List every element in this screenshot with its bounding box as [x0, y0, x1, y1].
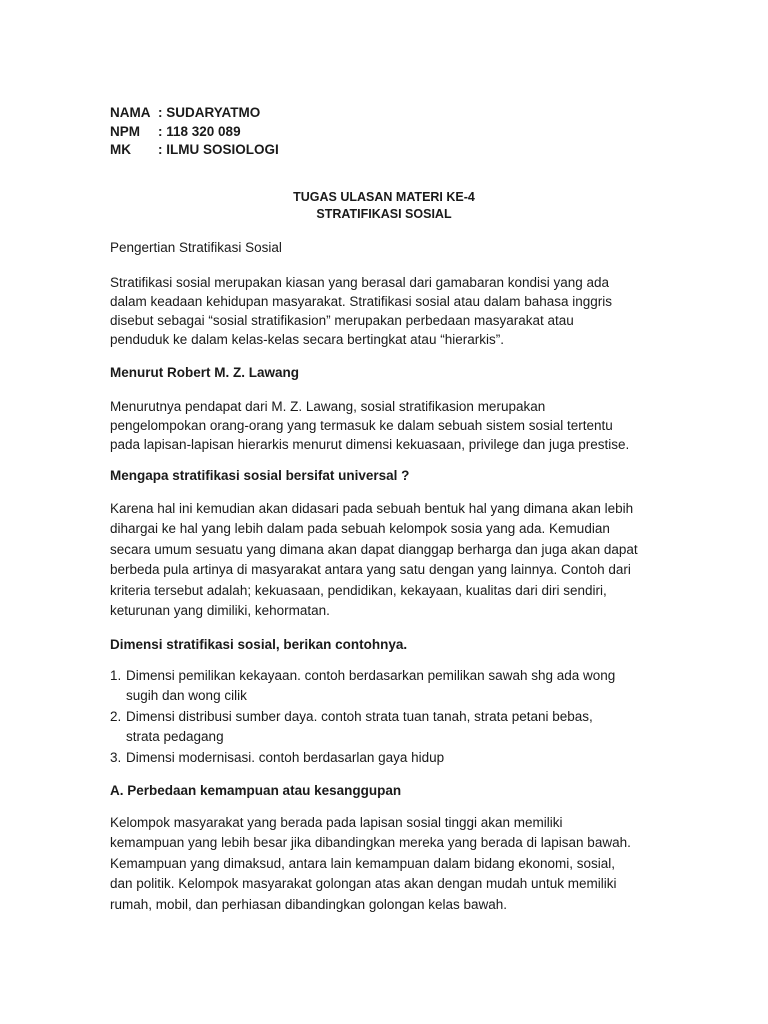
- list-number: 1.: [110, 668, 122, 683]
- identity-mk-row: [110, 140, 279, 159]
- text-line: dalam keadaan kehidupan masyarakat. Stratifikasi sosial atau dalam bahasa inggris: [110, 294, 613, 309]
- list-item: [110, 707, 670, 748]
- list-item: [110, 666, 670, 707]
- text-line: kriteria tersebut adalah; kekuasaan, pendidikan, kekayaan, kualitas dari diri sendiri,: [110, 582, 607, 598]
- document-subtitle: STRATIFIKASI SOSIAL: [316, 207, 452, 221]
- text-line: pengelompokan orang-orang yang termasuk ke dalam sebuah sistem sosial tertentu: [110, 418, 613, 433]
- paragraph-pengertian: [110, 273, 670, 349]
- paragraph-lawang: [110, 397, 670, 454]
- text-line: Kemampuan yang dimaksud, antara lain kemampuan dalam bidang ekonomi, sosial,: [110, 855, 616, 871]
- dimensi-list: [110, 666, 670, 768]
- text-line: Dimensi pemilikan kekayaan. contoh berdasarkan pemilikan sawah shg ada wong: [126, 668, 616, 683]
- text-line: Stratifikasi sosial merupakan kiasan yang berasal dari gamabaran kondisi yang ada: [110, 275, 610, 290]
- section-heading-universal: Mengapa stratifikasi sosial bersifat universal ?: [110, 468, 410, 483]
- paragraph-perbedaan: [110, 813, 670, 915]
- text-line: kemampuan yang lebih besar jika dibandingkan mereka yang berada di lapisan bawah.: [110, 835, 631, 851]
- text-line: dan politik. Kelompok masyarakat golongan atas akan dengan mudah untuk memiliki: [110, 876, 617, 892]
- text-line: strata pedagang: [126, 729, 224, 745]
- identity-mk-key: MK: [110, 142, 131, 157]
- section-heading-perbedaan: A. Perbedaan kemampuan atau kesanggupan: [110, 783, 402, 798]
- section-heading-lawang: Menurut Robert M. Z. Lawang: [110, 365, 299, 380]
- text-line: disebut sebagai “sosial stratifikasion” merupakan perbedaan masyarakat atau: [110, 313, 574, 328]
- list-item: [110, 748, 670, 768]
- text-line: penduduk ke dalam kelas-kelas secara bertingkat atau “hierarkis”.: [110, 332, 504, 347]
- identity-nama-key: NAMA: [110, 105, 151, 120]
- text-line: sugih dan wong cilik: [126, 688, 247, 704]
- text-line: Karena hal ini kemudian akan didasari pada sebuah bentuk hal yang dimana akan lebih: [110, 501, 634, 516]
- text-line: Kelompok masyarakat yang berada pada lapisan sosial tinggi akan memiliki: [110, 815, 563, 830]
- identity-mk-value: : ILMU SOSIOLOGI: [158, 142, 279, 157]
- identity-nama-row: [110, 103, 260, 122]
- paragraph-universal: [110, 499, 670, 621]
- identity-npm-key: NPM: [110, 124, 140, 139]
- text-line: rumah, mobil, dan perhiasan dibandingkan golongan kelas bawah.: [110, 896, 508, 912]
- identity-npm-row: [110, 122, 241, 141]
- list-number: 3.: [110, 749, 122, 765]
- text-line: keturunan yang dimiliki, kehormatan.: [110, 602, 330, 618]
- text-line: dihargai ke hal yang lebih dalam pada sebuah kelompok sosia yang ada. Kemudian: [110, 521, 610, 537]
- section-heading-dimensi: Dimensi stratifikasi sosial, berikan contohnya.: [110, 637, 408, 652]
- list-number: 2.: [110, 708, 122, 724]
- text-line: Dimensi distribusi sumber daya. contoh strata tuan tanah, strata petani bebas,: [126, 708, 593, 724]
- identity-npm-value: : 118 320 089: [158, 124, 241, 139]
- text-line: secara umum sesuatu yang dimana akan dapat dianggap berharga dan juga akan dapat: [110, 541, 638, 557]
- text-line: Menurutnya pendapat dari M. Z. Lawang, sosial stratifikasion merupakan: [110, 399, 546, 414]
- identity-nama-value: : SUDARYATMO: [158, 105, 261, 120]
- text-line: berbeda pula artinya di masyarakat antara yang satu dengan yang lainnya. Contoh dari: [110, 562, 631, 578]
- text-line: pada lapisan-lapisan hierarkis menurut dimensi kekuasaan, privilege dan juga prestise.: [110, 437, 630, 452]
- text-line: Dimensi modernisasi. contoh berdasarlan gaya hidup: [126, 749, 445, 765]
- document-title: TUGAS ULASAN MATERI KE-4: [293, 190, 475, 204]
- section-heading-pengertian: Pengertian Stratifikasi Sosial: [110, 240, 282, 255]
